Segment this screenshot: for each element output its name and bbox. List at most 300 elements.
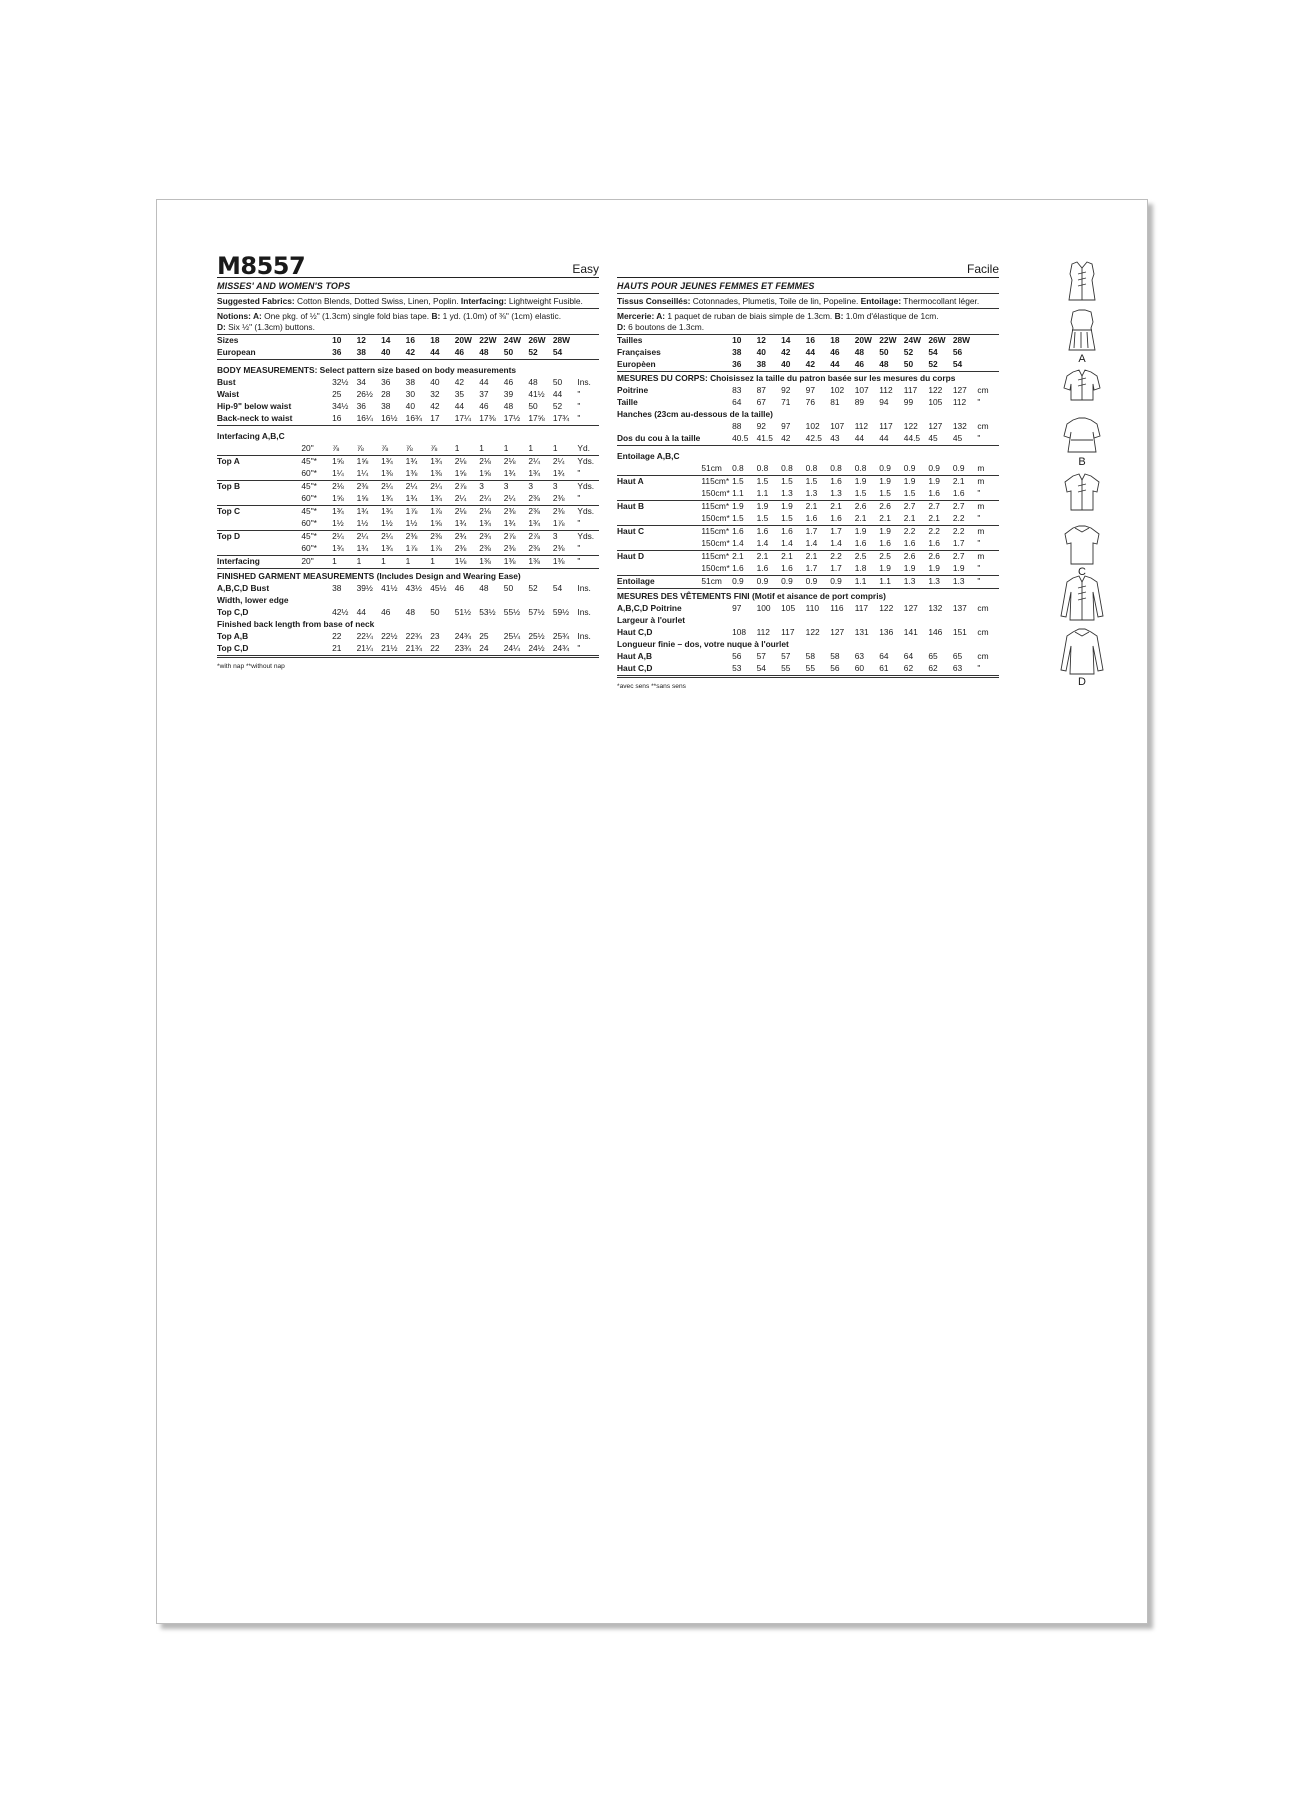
table-cell: 2⅜: [528, 493, 553, 506]
table-cell: [855, 615, 880, 627]
table-cell: [977, 409, 999, 421]
table-cell: 60"*: [301, 518, 332, 531]
table-cell: [830, 615, 855, 627]
table-cell: 150cm*: [701, 563, 732, 576]
row-label: Top C: [217, 506, 241, 516]
difficulty-level: Easy: [572, 262, 599, 276]
yardage-heading: Interfacing A,B,C: [217, 431, 285, 441]
table-cell: 2⅛: [454, 506, 467, 516]
table-cell: 2¼: [504, 493, 529, 506]
row-label: Bust: [217, 377, 236, 387]
table-cell: 17¼: [455, 413, 480, 426]
table-cell: 0.9: [781, 576, 806, 589]
table-cell: 0.9: [757, 576, 782, 589]
table-cell: 2⅛: [479, 456, 491, 466]
row-label: Tailles: [617, 335, 643, 345]
table-cell: 1⅞: [430, 543, 455, 556]
table-cell: 2⅜: [479, 543, 504, 556]
table-cell: 127: [928, 421, 943, 431]
table-cell: [528, 619, 553, 631]
table-cell: 42: [406, 347, 431, 360]
table-cell: 1.4: [830, 538, 855, 551]
table-cell: 45"*: [301, 531, 317, 541]
table-cell: 48: [528, 377, 538, 387]
table-cell: 36: [732, 359, 757, 372]
table-cell: Ins.: [577, 631, 591, 641]
table-cell: 2.2: [953, 513, 978, 526]
table-cell: 97: [781, 421, 791, 431]
table-row: [217, 518, 599, 531]
row-label: Top A: [217, 456, 240, 466]
table-row: [617, 488, 999, 501]
table-cell: 60"*: [301, 468, 332, 481]
table-cell: 52: [528, 583, 538, 593]
header-fr: [617, 255, 999, 278]
table-row: [617, 663, 999, 676]
row-label: Top C,D: [217, 643, 301, 656]
table-row: [617, 421, 999, 433]
table-cell: 40: [756, 347, 766, 357]
table-cell: 42: [430, 401, 440, 411]
table-cell: 52: [903, 347, 914, 357]
table-cell: 2.1: [805, 501, 818, 511]
table-cell: 39½: [356, 583, 373, 593]
garment-title-fr: HAUTS POUR JEUNES FEMMES ET FEMMES: [617, 278, 999, 294]
table-cell: m: [977, 476, 985, 486]
table-cell: 115cm*: [701, 476, 730, 486]
yardage-table: [217, 443, 599, 569]
table-cell: Ins.: [577, 607, 591, 617]
table-cell: 1.3: [953, 576, 978, 589]
table-cell: ": [577, 643, 599, 656]
table-cell: 53½: [479, 607, 496, 617]
table-cell: 1.4: [781, 538, 806, 551]
table-cell: 2.1: [879, 513, 904, 526]
table-cell: 1.3: [928, 576, 953, 589]
row-label: [217, 468, 301, 481]
table-cell: 1⅝: [430, 518, 455, 531]
table-cell: 50: [552, 377, 563, 387]
table-cell: 141: [903, 627, 918, 637]
table-cell: ⅞: [406, 443, 431, 456]
size-table-fr: [617, 335, 999, 372]
table-cell: 2.1: [904, 513, 929, 526]
table-cell: [381, 619, 406, 631]
table-cell: 0.8: [732, 463, 757, 476]
table-cell: 1½: [357, 518, 382, 531]
table-cell: 2¼: [455, 493, 480, 506]
table-cell: 1.6: [830, 513, 855, 526]
table-cell: 24¾: [454, 631, 472, 641]
finished-measurements-heading-fr: MESURES DES VÊTEMENTS FINI (Motif et aisance de port compris): [617, 591, 886, 601]
table-cell: [406, 595, 431, 607]
table-cell: 25¾: [552, 631, 570, 641]
row-label: Back-neck to waist: [217, 413, 301, 426]
table-cell: 40.5: [732, 433, 757, 446]
table-cell: 1¾: [332, 543, 357, 556]
table-cell: 1: [528, 443, 553, 456]
table-cell: 1.5: [781, 513, 806, 526]
table-cell: 1¾: [405, 456, 418, 466]
row-label: [217, 518, 301, 531]
table-cell: 1.6: [928, 538, 953, 551]
table-row: [617, 603, 999, 615]
table-cell: 51cm: [701, 576, 732, 589]
table-cell: 2.1: [855, 513, 880, 526]
table-cell: 1.9: [903, 476, 916, 486]
table-cell: 16: [405, 335, 415, 345]
finished-measurements-table-fr: [617, 603, 999, 676]
table-cell: 44: [879, 433, 904, 446]
table-cell: 52: [528, 347, 553, 360]
table-cell: 2⅞: [454, 481, 467, 491]
pattern-envelope-back: [156, 199, 1148, 1624]
table-cell: [701, 421, 732, 433]
table-cell: [553, 595, 578, 607]
table-cell: 2.1: [732, 551, 744, 561]
row-label: European: [217, 347, 301, 360]
table-cell: 1.9: [879, 476, 891, 486]
row-label: Top A,B: [217, 631, 249, 641]
table-cell: 21½: [381, 643, 406, 656]
table-cell: 0.8: [830, 463, 855, 476]
table-cell: 24W: [903, 335, 922, 345]
row-label: Longueur finie – dos, votre nuque à l'ourlet: [617, 639, 789, 649]
table-cell: 2¼: [381, 481, 393, 491]
table-cell: 38: [357, 347, 382, 360]
table-cell: ": [577, 493, 599, 506]
table-cell: [806, 409, 831, 421]
table-cell: 0.9: [953, 463, 978, 476]
table-cell: 2.7: [952, 501, 965, 511]
yardage-heading-fr: Entoilage A,B,C: [617, 451, 680, 461]
table-cell: 48: [479, 347, 504, 360]
table-cell: 10: [332, 335, 342, 345]
row-label: Entoilage: [617, 576, 701, 589]
table-cell: ⅞: [430, 443, 455, 456]
table-cell: 146: [928, 627, 943, 637]
table-cell: 1⅞: [430, 506, 442, 516]
table-cell: 20W: [454, 335, 472, 345]
table-cell: 1⅜: [479, 556, 504, 569]
row-label: [617, 488, 701, 501]
table-cell: 2.6: [854, 501, 867, 511]
table-cell: 35: [454, 389, 465, 399]
table-cell: [528, 595, 553, 607]
table-cell: 67: [756, 397, 766, 407]
table-cell: [701, 359, 732, 372]
row-label: [617, 513, 701, 526]
table-cell: 40: [781, 359, 806, 372]
table-cell: 1⅝: [357, 493, 382, 506]
table-cell: 62: [904, 663, 929, 676]
table-cell: 1.9: [928, 563, 953, 576]
table-cell: 0.9: [879, 463, 904, 476]
table-cell: 1.9: [732, 501, 744, 511]
table-cell: [928, 615, 953, 627]
table-cell: [904, 409, 929, 421]
table-cell: 1.5: [732, 476, 744, 486]
table-cell: 1.5: [756, 476, 769, 486]
table-cell: 23: [430, 631, 440, 641]
table-cell: 2⅜: [405, 531, 418, 541]
table-row: [617, 501, 999, 514]
table-cell: 117: [879, 421, 893, 431]
table-cell: 1¾: [381, 456, 393, 466]
table-cell: 1.5: [855, 488, 880, 501]
table-cell: 30: [405, 389, 415, 399]
table-cell: 1.6: [781, 563, 806, 576]
table-cell: 117: [781, 627, 795, 637]
row-label: Françaises: [617, 347, 661, 357]
table-cell: 44.5: [904, 433, 929, 446]
table-cell: 3: [552, 481, 558, 491]
table-cell: 50: [904, 359, 929, 372]
table-cell: 42½: [332, 607, 349, 617]
table-row: [617, 563, 999, 576]
table-cell: 97: [732, 603, 742, 613]
table-cell: 2.5: [879, 551, 891, 561]
table-cell: ": [977, 563, 999, 576]
table-cell: ": [577, 468, 599, 481]
table-cell: 2¼: [356, 531, 369, 541]
table-cell: [301, 583, 332, 595]
table-cell: 65: [952, 651, 963, 661]
table-row: [617, 385, 999, 397]
table-row: [217, 607, 599, 619]
table-cell: 3: [528, 481, 533, 491]
table-cell: 1.5: [732, 513, 757, 526]
table-cell: 1⅜: [528, 556, 553, 569]
table-cell: 2.6: [928, 551, 940, 561]
table-cell: [701, 615, 732, 627]
table-cell: 57: [781, 651, 791, 661]
table-cell: 1.7: [806, 563, 831, 576]
table-cell: 1¾: [430, 493, 455, 506]
table-cell: 25¼: [503, 631, 521, 641]
pattern-code: M8557: [217, 252, 306, 280]
table-cell: 1.6: [879, 538, 904, 551]
table-cell: 1⅜: [504, 556, 529, 569]
table-cell: [430, 619, 455, 631]
table-cell: 60"*: [301, 493, 332, 506]
table-cell: 1.4: [757, 538, 782, 551]
table-cell: 20W: [854, 335, 872, 345]
nap-note: *with nap **without nap: [217, 657, 599, 670]
table-cell: 1¾: [381, 543, 406, 556]
table-cell: [701, 627, 732, 639]
table-cell: 51cm: [701, 463, 732, 476]
table-cell: 115cm*: [701, 501, 730, 511]
table-cell: 42: [454, 377, 465, 387]
table-cell: ⅞: [381, 443, 406, 456]
table-cell: 1.6: [757, 563, 782, 576]
table-cell: 112: [756, 627, 770, 637]
table-cell: [301, 595, 332, 607]
table-cell: [953, 409, 978, 421]
table-cell: 44: [805, 347, 815, 357]
table-cell: 23¾: [455, 643, 480, 656]
table-cell: 1: [455, 443, 480, 456]
table-cell: 10: [732, 335, 742, 345]
table-cell: 36: [381, 377, 391, 387]
table-cell: 34½: [332, 401, 349, 411]
table-cell: 99: [903, 397, 914, 407]
row-label: Interfacing: [217, 556, 301, 569]
table-cell: 1⅜: [430, 468, 455, 481]
table-row: [617, 359, 999, 372]
table-cell: 36: [356, 401, 366, 411]
row-label: Haut A,B: [617, 651, 653, 661]
table-cell: 2¾: [479, 531, 491, 541]
table-cell: 64: [879, 651, 889, 661]
table-cell: 1.9: [904, 563, 929, 576]
table-cell: ": [577, 556, 599, 569]
table-cell: 1.6: [806, 513, 831, 526]
table-cell: [928, 639, 953, 651]
table-cell: 38: [381, 401, 391, 411]
table-cell: 107: [854, 385, 869, 395]
table-row: [217, 468, 599, 481]
body-measurements-heading-fr: MESURES DU CORPS: Choisissez la taille du patron basée sur les mesures du corps: [617, 373, 956, 383]
table-cell: 1⅞: [405, 506, 418, 516]
table-cell: 1.1: [732, 488, 757, 501]
table-cell: 2.6: [903, 551, 916, 561]
table-cell: 41½: [528, 389, 545, 399]
table-cell: 2.1: [756, 551, 769, 561]
garment-title: MISSES' AND WOMEN'S TOPS: [217, 278, 599, 294]
table-cell: 1⅝: [455, 468, 480, 481]
body-measurements-heading: BODY MEASUREMENTS: Select pattern size based on body measurements: [217, 365, 517, 375]
table-cell: [879, 409, 904, 421]
table-row: [617, 433, 999, 446]
table-cell: 46: [503, 377, 514, 387]
table-cell: 2⅜: [356, 481, 369, 491]
view-d-label: D: [1078, 676, 1086, 688]
table-cell: 1¾: [479, 518, 504, 531]
row-label: Finished back length from base of neck: [217, 619, 375, 629]
table-cell: 46: [855, 359, 880, 372]
table-cell: 1¾: [455, 518, 480, 531]
table-cell: 45½: [430, 583, 447, 593]
finished-measurements-table: [217, 583, 599, 656]
view-c-label: C: [1078, 566, 1086, 578]
table-cell: 3: [503, 481, 509, 491]
table-cell: 12: [756, 335, 766, 345]
table-cell: 16¾: [406, 413, 431, 426]
table-cell: [504, 619, 529, 631]
table-cell: 45"*: [301, 506, 317, 516]
row-label: Sizes: [217, 335, 239, 345]
table-cell: ": [977, 488, 999, 501]
table-cell: 50: [528, 401, 538, 411]
table-cell: 1¾: [357, 543, 382, 556]
row-label: Dos du cou à la taille: [617, 433, 701, 446]
table-cell: ⅞: [357, 443, 382, 456]
table-cell: 16: [805, 335, 815, 345]
table-cell: 1: [553, 443, 578, 456]
table-cell: 0.9: [806, 576, 831, 589]
table-row: [217, 643, 599, 656]
view-b-label: B: [1078, 456, 1086, 468]
table-cell: [301, 335, 332, 347]
table-cell: [879, 639, 904, 651]
table-cell: 64: [732, 397, 742, 407]
table-cell: 92: [781, 385, 791, 395]
table-row: [217, 377, 599, 389]
table-cell: [381, 595, 406, 607]
table-cell: ": [577, 543, 599, 556]
table-cell: 40: [381, 347, 406, 360]
table-cell: 46: [479, 401, 489, 411]
table-cell: 1.6: [732, 526, 744, 536]
table-cell: 2.1: [781, 551, 793, 561]
table-cell: 60"*: [301, 543, 332, 556]
table-cell: Yds.: [577, 481, 595, 491]
table-cell: 1⅝: [479, 468, 504, 481]
table-cell: cm: [977, 627, 989, 637]
table-cell: 32: [430, 389, 440, 399]
table-row: [217, 506, 599, 519]
table-cell: 20": [301, 556, 332, 569]
table-cell: 25: [479, 631, 489, 641]
table-cell: 40: [405, 401, 415, 411]
table-cell: 122: [928, 385, 943, 395]
table-cell: 44: [356, 607, 366, 617]
table-cell: ⅞: [332, 443, 357, 456]
table-row: [617, 576, 999, 589]
table-cell: 1⅝: [332, 456, 344, 466]
table-cell: Ins.: [577, 583, 591, 593]
table-cell: 2.2: [928, 526, 940, 536]
table-cell: 1.7: [830, 526, 842, 536]
table-row: [217, 389, 599, 401]
table-cell: 122: [805, 627, 820, 637]
table-cell: [977, 347, 999, 359]
table-cell: [553, 619, 578, 631]
table-row: [617, 651, 999, 663]
view-c-back-icon: [1065, 526, 1099, 564]
table-cell: 55½: [503, 607, 521, 617]
table-cell: 2.2: [952, 526, 965, 536]
table-cell: [301, 643, 332, 656]
table-cell: 2¾: [454, 531, 467, 541]
table-cell: 56: [830, 663, 855, 676]
row-label: Top C,D: [217, 607, 249, 617]
table-cell: 24¼: [504, 643, 529, 656]
table-row: [217, 443, 599, 456]
table-cell: 22¾: [405, 631, 422, 641]
table-cell: 46: [830, 347, 840, 357]
table-row: [217, 456, 599, 469]
table-cell: 50: [504, 347, 529, 360]
view-b-back-icon: [1064, 418, 1100, 452]
table-cell: cm: [977, 385, 989, 395]
table-cell: 150cm*: [701, 488, 732, 501]
table-cell: 63: [854, 651, 865, 661]
table-cell: [781, 615, 806, 627]
table-cell: [479, 595, 504, 607]
table-cell: 26½: [356, 389, 373, 399]
table-cell: 127: [830, 627, 845, 637]
table-cell: 54: [953, 359, 978, 372]
table-cell: m: [977, 463, 999, 476]
table-cell: [455, 619, 480, 631]
table-cell: 2.1: [928, 513, 953, 526]
table-cell: [504, 595, 529, 607]
table-cell: [855, 639, 880, 651]
row-label: Haut A: [617, 476, 644, 486]
